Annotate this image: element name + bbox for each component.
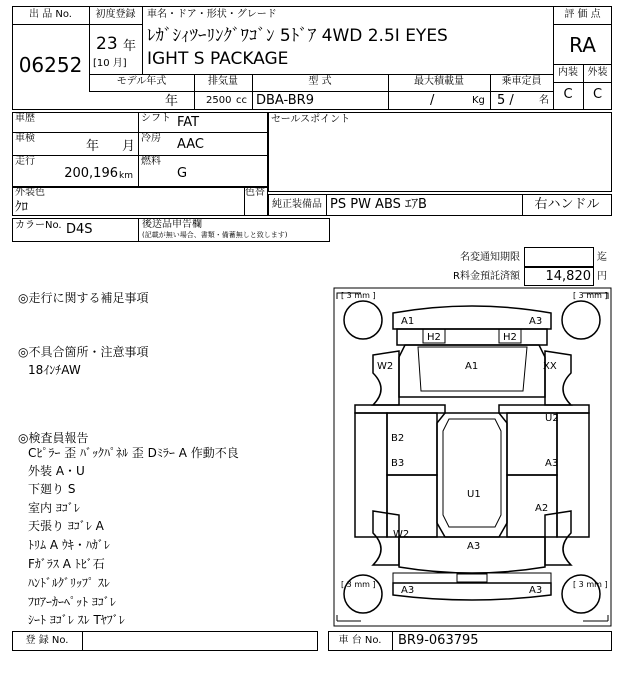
recycle-unit: 円 <box>597 271 607 282</box>
mileage-unit: km <box>119 171 133 181</box>
inspector-item: ﾌﾛｱｰｶｰﾍﾟｯﾄ ﾖｺﾞﾚ <box>28 595 116 609</box>
reg-month: [10 月] <box>93 58 127 69</box>
tire-br-label: [ 3 mm ] <box>573 580 608 589</box>
inspector-label: ◎検査員報告 <box>18 431 89 445</box>
lot-label: 出 品 No. <box>29 9 72 20</box>
mark-headlight-left: H2 <box>427 332 441 343</box>
model-year-unit: 年 <box>165 94 179 109</box>
after-report-note: (記載が無い場合、書類・備蓄無しと致します) <box>142 231 288 239</box>
driving-notes-label: ◎走行に関する補足事項 <box>18 291 149 305</box>
inspection-month-unit: 月 <box>122 139 136 154</box>
type-value: DBA-BR9 <box>256 93 314 108</box>
first-reg-label: 初度登録 <box>95 9 136 20</box>
inspector-item: 天張り ﾖｺﾞﾚ A <box>28 519 104 533</box>
after-report-label: 後送品申告欄 <box>142 219 202 230</box>
mark-front-right-fender: XX <box>543 361 557 372</box>
exterior-color-box <box>12 186 268 216</box>
inspector-item: ﾄﾘﾑ A ｳｷ・ﾊｶﾞﾚ <box>28 538 110 552</box>
color-no-label: カラーNo. <box>15 220 62 231</box>
fuel-label: 燃料 <box>141 156 161 167</box>
inspector-item: 室内 ﾖｺﾞﾚ <box>28 501 80 515</box>
inspector-item: ﾊﾝﾄﾞﾙｸﾞﾘｯﾌﾟ ｽﾚ <box>28 576 110 590</box>
capacity-label: 乗車定員 <box>501 76 542 87</box>
equipment-value: PS PW ABS ｴｱB <box>330 197 427 212</box>
capacity-unit: 名 <box>539 95 549 106</box>
reg-year-unit: 年 <box>123 39 137 54</box>
ac-label: 冷房 <box>141 133 161 144</box>
exterior-color-label: 外装色 <box>15 187 45 198</box>
exterior-color-value: ｸﾛ <box>15 200 28 215</box>
mark-roof: U1 <box>467 489 481 500</box>
inspection-label: 車検 <box>15 133 35 144</box>
recycle-value: 14,820 <box>545 269 591 284</box>
mark-left-rear-door: B3 <box>391 458 405 469</box>
inspector-item: Cﾋﾟﾗｰ 歪 ﾊﾞｯｸﾊﾟﾈﾙ 歪 Dﾐﾗｰ A 作動不良 <box>28 446 239 460</box>
mileage-label: 走行 <box>15 156 35 167</box>
capacity-value: 5 / <box>497 93 514 108</box>
color-change-label: 色替 <box>245 187 265 198</box>
color-no-value: D4S <box>66 222 93 237</box>
equipment-label: 純正装備品 <box>272 199 322 210</box>
mark-left-front-door: B2 <box>391 433 405 444</box>
grade-value: RA <box>569 33 596 57</box>
lot-number: 06252 <box>18 53 83 77</box>
mark-front-bumper-left: A1 <box>401 316 415 327</box>
deadline-label: 名変通知期限 <box>460 252 520 263</box>
max-load-label: 最大積載量 <box>414 76 464 87</box>
deadline-unit: 迄 <box>597 252 607 263</box>
inspector-item: ｼｰﾄ ﾖｺﾞﾚ ｽﾚ Tﾔﾌﾞﾚ <box>28 613 125 627</box>
shift-value: FAT <box>177 115 200 130</box>
exterior-label: 外装 <box>587 67 608 78</box>
recycle-label: R料金預託済額 <box>453 271 520 282</box>
mileage-value: 200,196 <box>64 166 118 181</box>
car-name-line2: IGHT S PACKAGE <box>147 49 289 69</box>
exterior-value: C <box>592 87 603 102</box>
sales-point-label: セールスポイント <box>271 114 351 125</box>
max-load-value: / <box>430 93 435 108</box>
deadline-box <box>524 247 594 267</box>
displacement-label: 排気量 <box>208 76 238 87</box>
mark-right-quarter: A2 <box>535 503 549 514</box>
chassis-label: 車 台 No. <box>338 635 382 646</box>
mark-rear-left-fender: W2 <box>393 529 410 540</box>
car-name-label: 車名・ドア・形状・グレード <box>147 9 277 20</box>
mark-right-rear-door: A3 <box>545 458 559 469</box>
mark-front-bumper-right: A3 <box>529 316 543 327</box>
reg-no-label: 登 録 No. <box>25 635 69 646</box>
mark-right-front-door: U2 <box>545 413 559 424</box>
steering-value: 右ハンドル <box>534 197 600 212</box>
inspector-item: 下廻り S <box>28 482 76 496</box>
tire-bl-label: [ 3 mm ] <box>341 580 376 589</box>
mark-rear-bumper-right: A3 <box>529 585 543 596</box>
defect-item: 18ｲﾝﾁAW <box>28 363 81 377</box>
reg-year: 23 <box>96 34 118 54</box>
mark-headlight-right: H2 <box>503 332 517 343</box>
mark-front-left-fender: W2 <box>377 361 394 372</box>
grade-label: 評 価 点 <box>564 9 601 20</box>
displacement-unit: cc <box>236 95 247 106</box>
defects-label: ◎不具合箇所・注意事項 <box>18 345 149 359</box>
mark-trunk: A3 <box>467 541 481 552</box>
fuel-value: G <box>177 166 188 181</box>
max-load-unit: Kg <box>472 95 485 106</box>
displacement-value: 2500 <box>206 95 232 106</box>
history-label: 車歴 <box>15 113 35 124</box>
interior-value: C <box>563 87 573 102</box>
car-name-line1: ﾚｶﾞｼｨﾂｰﾘﾝｸﾞﾜｺﾞﾝ 5ﾄﾞｱ 4WD 2.5I EYES <box>147 26 448 46</box>
inspector-item: 外装 A・U <box>28 464 85 478</box>
type-label: 型 式 <box>308 76 332 87</box>
interior-label: 内装 <box>558 67 578 78</box>
mark-hood: A1 <box>465 361 479 372</box>
ac-value: AAC <box>177 137 204 152</box>
tire-tr-label: [ 3 mm ] <box>573 291 608 300</box>
car-damage-diagram <box>333 287 612 627</box>
model-year-label: モデル年式 <box>116 76 167 87</box>
inspector-item: Fｶﾞﾗｽ A ﾄﾋﾞ石 <box>28 557 105 571</box>
tire-tl-label: [ 3 mm ] <box>341 291 376 300</box>
chassis-value: BR9-063795 <box>398 633 479 648</box>
inspection-year-unit: 年 <box>86 139 100 154</box>
mark-rear-bumper-left: A3 <box>401 585 415 596</box>
shift-label: シフト <box>141 113 171 124</box>
